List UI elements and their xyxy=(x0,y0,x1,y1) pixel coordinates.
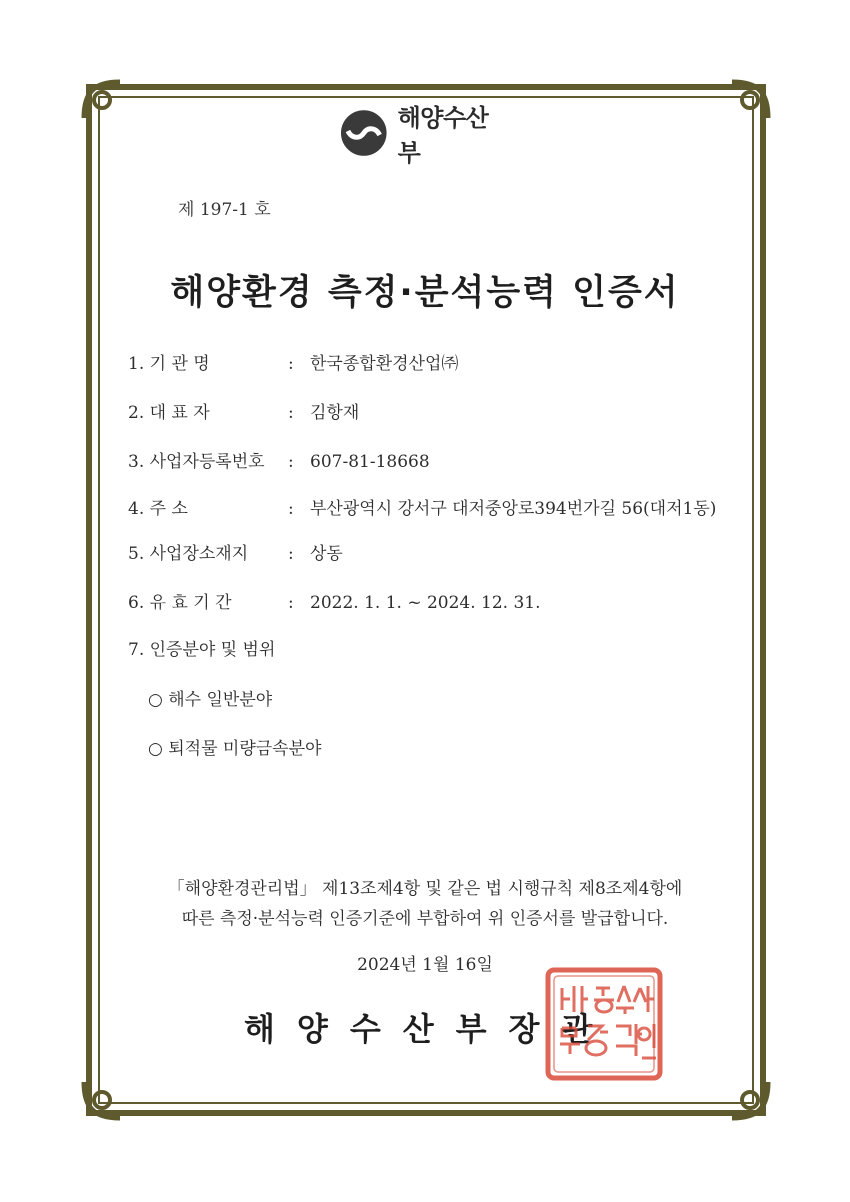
field-colon: : xyxy=(288,403,294,423)
field-value: 2022. 1. 1. ~ 2024. 12. 31. xyxy=(310,593,541,613)
field-label: 2. 대 표 자 xyxy=(128,403,210,423)
corner-ornament-icon xyxy=(80,1076,126,1122)
field-colon: : xyxy=(288,354,294,374)
issue-date: 2024년 1월 16일 xyxy=(357,955,493,975)
field-value: 한국종합환경산업㈜ xyxy=(310,354,459,374)
field-row-representative xyxy=(128,398,359,423)
field-value: 상동 xyxy=(310,544,343,564)
field-colon: : xyxy=(288,452,294,472)
taegeuk-emblem-icon xyxy=(340,109,388,157)
corner-ornament-icon xyxy=(726,1076,772,1122)
field-row-address xyxy=(128,494,716,519)
field-label: 1. 기 관 명 xyxy=(128,354,210,374)
field-label: 6. 유 효 기 간 xyxy=(128,593,232,613)
field-value: 부산광역시 강서구 대저중앙로394번가길 56(대저1동) xyxy=(310,499,717,519)
ministry-logo xyxy=(340,104,510,167)
field-label: 5. 사업장소재지 xyxy=(128,544,249,564)
field-colon: : xyxy=(288,499,294,519)
corner-ornament-icon xyxy=(726,78,772,124)
field-colon: : xyxy=(288,544,294,564)
issuer-name: 해양수산부장관 xyxy=(244,1010,615,1048)
field-colon: : xyxy=(288,593,294,613)
scope-item: ○ 퇴적물 미량금속분야 xyxy=(148,739,322,759)
field-row-institution xyxy=(128,349,458,374)
ministry-name: 해양수산부 xyxy=(397,104,489,167)
legal-basis-line: 「해양환경관리법」 제13조제4항 및 같은 법 시행규칙 제8조제4항에 xyxy=(167,879,683,899)
legal-basis-line: 따른 측정·분석능력 인증기준에 부합하여 위 인증서를 발급합니다. xyxy=(181,909,669,929)
field-label: 4. 주 소 xyxy=(128,499,188,519)
field-value: 607-81-18668 xyxy=(310,452,430,472)
scope-heading: 7. 인증분야 및 범위 xyxy=(128,640,276,660)
certificate-number: 제 197-1 호 xyxy=(178,200,271,220)
scope-item: ○ 해수 일반분야 xyxy=(148,690,273,710)
field-label: 3. 사업자등록번호 xyxy=(128,452,265,472)
official-seal-stamp xyxy=(544,966,664,1082)
field-value: 김항재 xyxy=(310,403,360,423)
field-row-business-number xyxy=(128,447,430,472)
field-row-validity xyxy=(128,588,541,613)
certificate-title: 해양환경 측정·분석능력 인증서 xyxy=(170,273,680,313)
corner-ornament-icon xyxy=(80,78,126,124)
field-row-site-location xyxy=(128,539,343,564)
